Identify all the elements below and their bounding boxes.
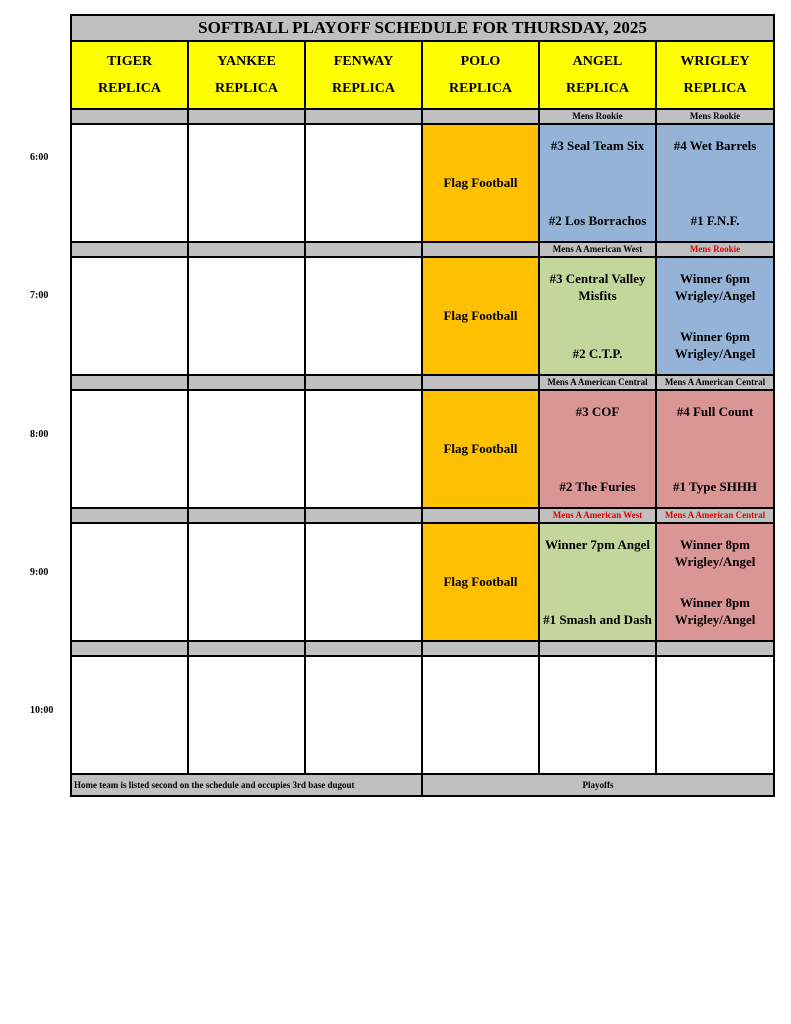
- division-label-angel: Mens Rookie: [539, 109, 656, 124]
- division-label-wrigley: Mens A American Central: [656, 508, 774, 523]
- empty-slot: [188, 656, 305, 774]
- home-team: #1 F.N.F.: [690, 213, 740, 228]
- empty-slot: [188, 257, 305, 375]
- game-slot-angel: [539, 124, 656, 242]
- empty-slot: [539, 656, 656, 774]
- empty-slot: [71, 257, 188, 375]
- away-team: #3 COF: [575, 404, 620, 419]
- division-label-wrigley: Mens Rookie: [656, 109, 774, 124]
- separator-cell: [305, 375, 422, 390]
- away-team: #3 Central Valley Misfits: [549, 271, 646, 303]
- separator-cell: [188, 641, 305, 656]
- separator-cell: [305, 508, 422, 523]
- separator-cell: [71, 375, 188, 390]
- time-label-10: 10:00: [30, 705, 54, 716]
- separator-cell: [422, 641, 539, 656]
- empty-slot: [188, 124, 305, 242]
- home-team: Winner 8pm Wrigley/Angel: [674, 595, 756, 627]
- game-slot-wrigley: [656, 124, 774, 242]
- schedule-title: SOFTBALL PLAYOFF SCHEDULE FOR THURSDAY, 2025: [71, 15, 774, 41]
- empty-slot: [422, 656, 539, 774]
- away-team: Winner 7pm Angel: [545, 537, 650, 552]
- separator-cell: [305, 109, 422, 124]
- empty-slot: [305, 656, 422, 774]
- field-header-fenway: FENWAY REPLICA: [305, 41, 422, 109]
- away-team: Winner 6pm Wrigley/Angel: [674, 271, 756, 303]
- empty-slot: [305, 124, 422, 242]
- home-team: #2 The Furies: [559, 479, 636, 494]
- separator-cell: [305, 242, 422, 257]
- flag-football-slot: Flag Football: [422, 523, 539, 641]
- field-header-polo: POLO REPLICA: [422, 41, 539, 109]
- game-slot-angel: [539, 523, 656, 641]
- time-label-9: 9:00: [30, 567, 49, 578]
- empty-slot: [188, 390, 305, 508]
- field-header-tiger: TIGER REPLICA: [71, 41, 188, 109]
- separator-cell: [422, 508, 539, 523]
- empty-slot: [305, 390, 422, 508]
- home-team: #2 Los Borrachos: [548, 213, 647, 228]
- home-team: #1 Smash and Dash: [543, 612, 652, 627]
- empty-slot: [305, 523, 422, 641]
- empty-slot: [71, 523, 188, 641]
- schedule-table: [70, 14, 775, 797]
- division-label-wrigley: Mens A American Central: [656, 375, 774, 390]
- division-label-angel: Mens A American Central: [539, 375, 656, 390]
- away-team: #4 Wet Barrels: [673, 138, 757, 153]
- flag-football-slot: Flag Football: [422, 257, 539, 375]
- game-slot-angel: [539, 390, 656, 508]
- home-team: Winner 6pm Wrigley/Angel: [674, 329, 756, 361]
- separator-cell: [305, 641, 422, 656]
- game-slot-angel: [539, 257, 656, 375]
- separator-cell: [422, 242, 539, 257]
- division-label-angel: Mens A American West: [539, 508, 656, 523]
- time-label-6: 6:00: [30, 152, 49, 163]
- separator-cell: [71, 641, 188, 656]
- home-team: #2 C.T.P.: [572, 346, 623, 361]
- game-slot-wrigley: [656, 523, 774, 641]
- separator-cell: [188, 242, 305, 257]
- empty-slot: [71, 656, 188, 774]
- footer-note: Home team is listed second on the schedule and occupies 3rd base dugout: [71, 774, 422, 796]
- separator-cell: [188, 375, 305, 390]
- division-label-angel: Mens A American West: [539, 242, 656, 257]
- empty-slot: [305, 257, 422, 375]
- separator-cell: [422, 109, 539, 124]
- time-label-7: 7:00: [30, 290, 49, 301]
- separator-cell: [71, 109, 188, 124]
- separator-cell: [539, 641, 656, 656]
- empty-slot: [656, 656, 774, 774]
- field-header-yankee: YANKEE REPLICA: [188, 41, 305, 109]
- field-header-wrigley: WRIGLEY REPLICA: [656, 41, 774, 109]
- game-slot-wrigley: [656, 257, 774, 375]
- field-header-angel: ANGEL REPLICA: [539, 41, 656, 109]
- away-team: #3 Seal Team Six: [550, 138, 645, 153]
- empty-slot: [188, 523, 305, 641]
- separator-cell: [71, 242, 188, 257]
- separator-cell: [422, 375, 539, 390]
- schedule-sheet: [70, 14, 773, 797]
- empty-slot: [71, 124, 188, 242]
- game-slot-wrigley: [656, 390, 774, 508]
- separator-cell: [188, 508, 305, 523]
- flag-football-slot: Flag Football: [422, 124, 539, 242]
- separator-cell: [656, 641, 774, 656]
- empty-slot: [71, 390, 188, 508]
- time-label-8: 8:00: [30, 429, 49, 440]
- flag-football-slot: Flag Football: [422, 390, 539, 508]
- separator-cell: [188, 109, 305, 124]
- division-label-wrigley: Mens Rookie: [656, 242, 774, 257]
- separator-cell: [71, 508, 188, 523]
- footer-playoffs: Playoffs: [422, 774, 774, 796]
- away-team: Winner 8pm Wrigley/Angel: [674, 537, 756, 569]
- home-team: #1 Type SHHH: [673, 479, 758, 494]
- away-team: #4 Full Count: [676, 404, 754, 419]
